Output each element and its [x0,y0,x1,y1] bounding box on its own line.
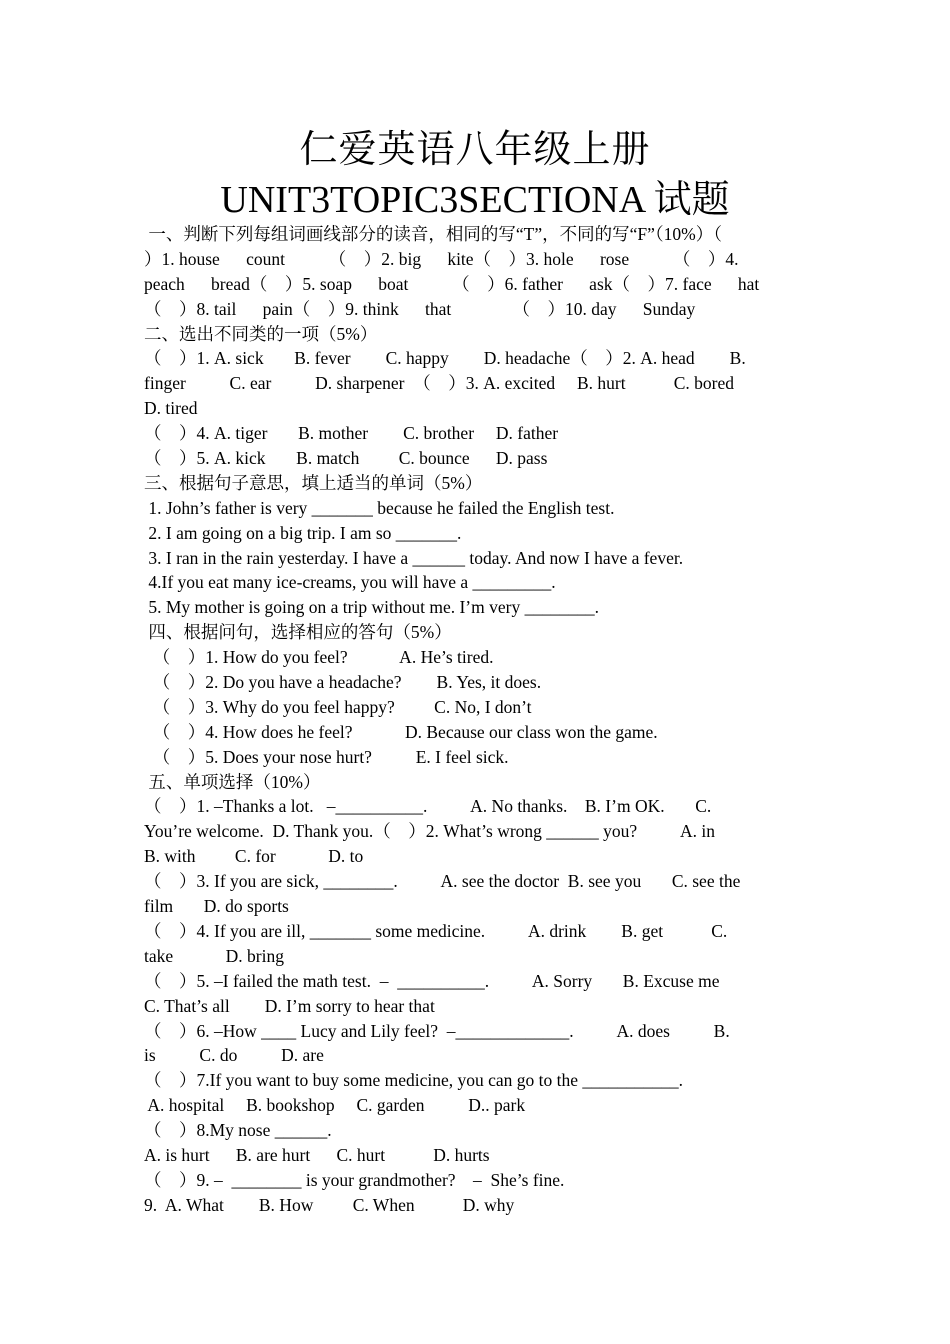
question-line: （ ）1. A. sick B. fever C. happy D. headache（ ）2. A. head B. [144,348,746,369]
question-line: film D. do sports [144,896,289,917]
question-line: （ ）4. A. tiger B. mother C. brother D. father [144,423,559,444]
section-1-heading: 一、判断下列每组词画线部分的读音，相同的写“T”，不同的写“F”（10%）（ [144,224,722,244]
question-line: （ ）5. –I failed the math test. – __________. A. Sorry B. Excuse me [144,970,720,991]
question-line: C. That’s all D. I’m sorry to hear that [144,995,435,1016]
question-line: A. hospital B. bookshop C. garden D.. park [144,1095,526,1116]
question-line: You’re welcome. D. Thank you.（ ）2. What’s wrong ______ you? A. in [144,821,715,842]
question-line: finger C. ear D. sharpener （ ）3. A. excited B. hurt C. bored [144,373,735,394]
question-line: （ ）5. Does your nose hurt? E. I feel sick. [144,746,509,767]
question-line: 9. A. What B. How C. When D. why [144,1194,515,1215]
question-line: peach bread（ ）5. soap boat （ ）6. father ask（ ）7. face hat [144,273,760,294]
question-line: （ ）1. –Thanks a lot. –__________. A. No thanks. B. I’m OK. C. [144,796,712,817]
question-line: （ ）3. Why do you feel happy? C. No, I don’t [144,696,532,717]
section-2-heading: 二、选出不同类的一项（5%） [144,323,378,344]
question-line: 4.If you eat many ice-creams, you will have a _________. [144,572,556,593]
question-line: （ ）9. – ________ is your grandmother? – She’s fine. [144,1169,565,1190]
question-line: D. tired [144,398,198,419]
question-line: （ ）2. Do you have a headache? B. Yes, it does. [144,672,542,693]
question-line: （ ）4. If you are ill, _______ some medicine. A. drink B. get C. [144,920,728,941]
question-line: ）1. house count （ ）2. big kite（ ）3. hole rose （ ）4. [144,248,739,269]
question-line: 3. I ran in the rain yesterday. I have a ______ today. And now I have a fever. [144,547,684,568]
section-3-heading: 三、根据句子意思，填上适当的单词（5%） [144,472,483,493]
exam-body [144,222,806,1218]
section-5-heading: 五、单项选择（10%） [144,771,321,792]
question-line: 2. I am going on a big trip. I am so _______. [144,522,462,543]
question-line: take D. bring [144,945,284,966]
question-line: A. is hurt B. are hurt C. hurt D. hurts [144,1144,490,1165]
question-line: （ ）5. A. kick B. match C. bounce D. pass [144,448,548,469]
question-line: （ ）6. –How ____ Lucy and Lily feel? –_____________. A. does B. [144,1020,730,1041]
question-line: B. with C. for D. to [144,846,364,867]
question-line: （ ）7.If you want to buy some medicine, you can go to the ___________. [144,1070,684,1091]
question-line: （ ）8. tail pain（ ）9. think that （ ）10. day Sunday [144,298,696,319]
section-4-heading: 四、根据问句，选择相应的答句（5%） [144,622,452,643]
question-line: （ ）1. How do you feel? A. He’s tired. [144,647,494,668]
page-title-english: UNIT3TOPIC3SECTIONA 试题 [220,179,730,221]
question-line: 1. John’s father is very _______ because he failed the English test. [144,497,615,518]
page-title-chinese: 仁爱英语八年级上册 [299,129,651,171]
question-line: （ ）3. If you are sick, ________. A. see the doctor B. see you C. see the [144,871,741,892]
question-line: 5. My mother is going on a trip without me. I’m very ________. [144,597,599,618]
question-line: （ ）4. How does he feel? D. Because our class won the game. [144,721,658,742]
question-line: （ ）8.My nose ______. [144,1120,332,1141]
question-line: is C. do D. are [144,1045,324,1066]
